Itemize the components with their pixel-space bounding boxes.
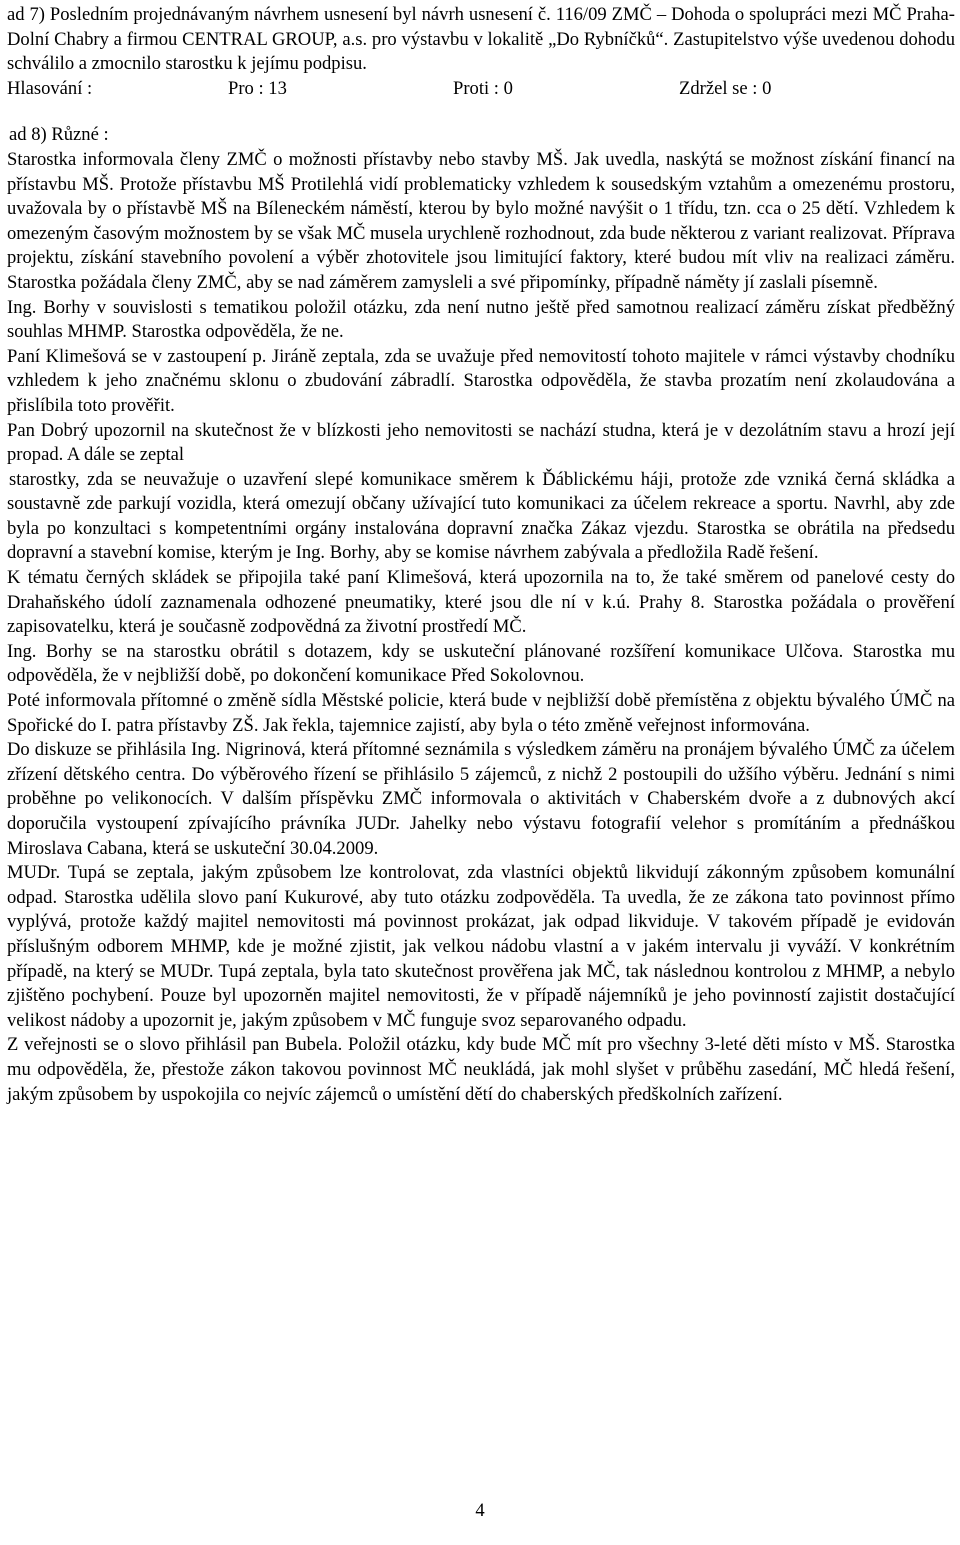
item8-paragraph-1: Starostka informovala členy ZMČ o možnosti přístavby nebo stavby MŠ. Jak uvedla, naskýtá se možnost získání financí na přístavbu MŠ. Protože přístavbu MŠ Protilehlá vidí problematicky vzhledem k sousedským vztahům a omezenému prostoru, uvažovala by o přístavbě MŠ na Bíleneckém náměstí, kterou by bylo možné navýšit o 1 třídu, tzn. cca o 25 dětí. Vzhledem k omezeným časovým možnostem by se však MČ musela urychleně rozhodnout, zda bude některou z variant realizovat. Příprava projektu, získání stavebního povolení a výběr zhotovitele jsou limitující faktory, které budou mít vliv na realizaci záměru. Starostka požádala členy ZMČ, aby se nad záměrem zamysleli a své připomínky, případně náměty jí zaslali písemně. <box>7 148 955 293</box>
item8-paragraph-6: K tématu černých skládek se připojila také paní Klimešová, která upozornila na to, že také směrem od panelové cesty do Drahaňského údolí zaznamenala odhozené pneumatiky, které jsou dle ní v k.ú. Prahy 8. Starostka požádala o prověření zapisovatelku, která je současně zodpovědná za životní prostředí MČ. <box>7 567 955 638</box>
item8-paragraph-7: Ing. Borhy se na starostku obrátil s dotazem, kdy se uskuteční plánované rozšíření komunikace Ulčova. Starostka mu odpověděla, že v nejbližší době, po dokončení komunikace Před Sokolovnou. <box>7 640 955 687</box>
item8-paragraph-2: Ing. Borhy v souvislosti s tematikou položil otázku, zda není nutno ještě před samotnou realizací záměru získat předběžný souhlas MHMP. Starostka odpověděla, že ne. <box>7 296 955 343</box>
document-page <box>7 3 955 1107</box>
vote-proti: Proti : 0 <box>453 77 513 99</box>
item8-paragraph-3: Paní Klimešová se v zastoupení p. Jiráně zeptala, zda se uvažuje před nemovitostí tohoto majitele v rámci výstavby chodníku vzhledem k jeho značnému sklonu o zbudování zábradlí. Starostka odpověděla, že stavba prozatím není zkolaudována a přislíbila toto prověřit. <box>7 345 955 416</box>
vote-row <box>7 77 955 102</box>
vote-pro: Pro : 13 <box>228 77 287 99</box>
vote-abstain: Zdržel se : 0 <box>679 77 772 99</box>
item8-paragraph-11: Z veřejnosti se o slovo přihlásil pan Bubela. Položil otázku, kdy bude MČ mít pro všechny 3-leté děti místo v MŠ. Starostka mu odpověděla, že, přestože zákon takovou povinnost MČ neukládá, jak mohl slyšet v průběhu zasedání, MČ hledá řešení, jakým způsobem by uspokojila co nejvíc zájemců o umístění dětí do chaberských předškolních zařízení. <box>7 1034 955 1105</box>
item8-paragraph-8: Poté informovala přítomné o změně sídla Městské policie, která bude v nejbližší době přemístěna z objektu bývalého ÚMČ na Spořické do I. patra přístavby ZŠ. Jak řekla, tajemnice zajistí, aby byla o této změně veřejnost informována. <box>7 690 955 736</box>
spacer <box>7 101 955 123</box>
item8-paragraph-5: starostky, zda se neuvažuje o uzavření slepé komunikace směrem k Ďáblickému háji, protože zde vzniká černá skládka a soustavně zde parkují vozidla, která omezují občany užívající tuto komunikaci za účelem rekreace a sportu. Navrhl, aby zde byla po konzultaci s kompetentními orgány instalována dopravní značka Zákaz vjezdu. Starostka se obrátila na předsedu dopravní a stavební komise, kterým je Ing. Borhy, aby se komise návrhem zabývala a předložila Radě řešení. <box>7 468 955 564</box>
item8-paragraph-4: Pan Dobrý upozornil na skutečnost že v blízkosti jeho nemovitosti se nachází studna, která je v dezolátním stavu a hrozí její propad. A dále se zeptal <box>7 419 955 466</box>
item8-paragraph-10: MUDr. Tupá se zeptala, jakým způsobem lze kontrolovat, zda vlastníci objektů likvidují zákonným způsobem komunální odpad. Starostka udělila slovo paní Kukurové, aby tuto otázku zodpověděla. Ta uvedla, že ze zákona tato povinnost přímo vyplývá, protože každý majitel nemovitosti má povinnost prokázat, jak odpad likviduje. V takovém případě je evidován příslušným odborem MHMP, kde je možné zjistit, jak velkou nádobu vlastní a v jakém intervalu ji vyváží. V konkrétním případě, na který se MUDr. Tupá zeptala, byla tato skutečnost prověřena jak MČ, tak následnou kontrolou z MHMP, a nebylo zjištěno pochybení. Pouze byl upozorněn majitel nemovitosti, že v případě nájemníků je jeho povinností zajistit dostačující velikost nádoby a upozornit je, jakým způsobem v MČ funguje svoz separovaného odpadu. <box>7 862 955 1031</box>
item8-heading: ad 8) Různé : <box>9 124 109 146</box>
item7-paragraph: ad 7) Posledním projednávaným návrhem usnesení byl návrh usnesení č. 116/09 ZMČ – Dohoda o spolupráci mezi MČ Praha-Dolní Chabry a firmou CENTRAL GROUP, a.s. pro výstavbu v lokalitě „Do Rybníčků“. Zastupitelstvo výše uvedenou dohodu schválilo a zmocnilo starostku k jejímu podpisu. <box>7 4 955 75</box>
item8-paragraph-9: Do diskuze se přihlásila Ing. Nigrinová, která přítomné seznámila s výsledkem záměru na pronájem bývalého ÚMČ za účelem zřízení dětského centra. Do výběrového řízení se přihlásilo 5 zájemců, z nichž 2 postoupili do užšího výběru. Jednání s nimi proběhne po velikonocích. V dalším příspěvku ZMČ informovala o aktivitách v Chaberském dvoře a z dubnových akcí doporučila vystoupení zpívajícího právníka JUDr. Jahelky nebo výstavu fotografií velehor s promítáním a přednáškou Miroslava Cabana, která se uskuteční 30.04.2009. <box>7 739 955 859</box>
page-number: 4 <box>475 1500 485 1521</box>
vote-label: Hlasování : <box>7 77 93 99</box>
